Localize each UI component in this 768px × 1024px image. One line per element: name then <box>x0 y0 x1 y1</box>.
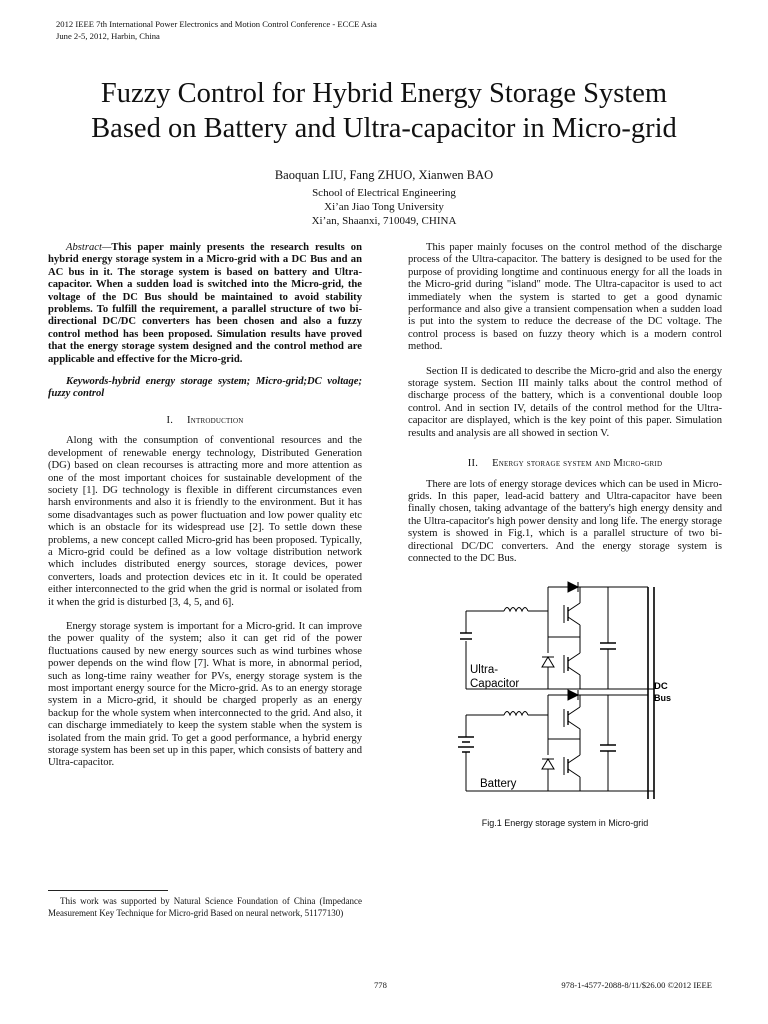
dc-bus-label-1: DC <box>654 681 668 693</box>
conference-header-line1: 2012 IEEE 7th International Power Electronics and Motion Control Conference - ECCE Asia <box>56 19 377 29</box>
affiliation-line: School of Electrical Engineering <box>312 187 456 199</box>
right-column <box>408 242 722 830</box>
abstract <box>48 242 362 366</box>
paper-title <box>0 76 768 146</box>
right-paragraph-2: Section II is dedicated to describe the Micro-grid and also the energy storage system. Section III mainly talks about the control method of discharge process of the battery, which is a conventional double loop control. And in section IV, details of the control method for the Ultra-capacitor are displayed, which is the key point of this paper. Simulation results and analysis are all showed in section V. <box>408 365 722 439</box>
abstract-label: Abstract— <box>66 242 112 253</box>
affiliation <box>0 186 768 228</box>
conference-header-line2: June 2-5, 2012, Harbin, China <box>56 31 160 41</box>
footnote-text: This work was supported by Natural Science Foundation of China (Impedance Measurement Key Technique for Micro-grid Based on neural network, 51177130) <box>48 896 362 918</box>
section-number: II. <box>467 458 479 470</box>
battery-label: Battery <box>480 778 517 791</box>
section-title: Introduction <box>187 414 244 426</box>
section-heading-energy-storage <box>408 458 722 470</box>
intro-paragraph-1: Along with the consumption of conventional resources and the development of renewable energy technology, Distributed Generation (DG) based on clean recourses is attracting more and more attention as one of the most important choices for sustainable development of the society [1]. DG technology is flexible in different circumstances even harsh environments and also it is friendly to the environment. But it has some disadvantages such as power fluctuation and low power quality etc which is an obstacle for its widespread use [2]. To settle down these problems, a new concept called Micro-grid has been proposed. Typically, a Micro-grid could be defined as a low voltage distribution network which includes distributed energy sources, storage devices, power converters, loads and protection devices etc in it. It could be operated either interconnected to the grid when the grid is normal or isolated from it when the grid is disturbed [3, 4, 5, and 6]. <box>48 435 362 608</box>
left-column <box>48 242 362 782</box>
abstract-text: This paper mainly presents the research results on hybrid energy storage system in a Micro-grid with a DC Bus and an AC bus in it. The storage system is based on battery and Ultra-capacitor. When a sudden load is switched into the Micro-grid, the voltage of the DC Bus should be maintained to avoid stability problems. To fulfill the requirement, a parallel structure of two bi-directional DC/DC converters has been chosen and also a fuzzy control method has been proposed. Simulation results have proved that the energy storage system designed and the control method are applicable and effective for the Micro-grid. <box>48 242 362 365</box>
ultra-capacitor-label-1: Ultra- <box>470 664 499 677</box>
section-title: Energy storage system and Micro-grid <box>492 458 663 470</box>
title-line-2: Based on Battery and Ultra-capacitor in Micro-grid <box>91 113 677 144</box>
footnote <box>48 896 362 919</box>
page-number: 778 <box>374 980 387 990</box>
section-heading-introduction <box>48 415 362 427</box>
right-paragraph-1: This paper mainly focuses on the control method of the discharge process of the Ultra-capacitor. The battery is designed to be used for the purpose of providing longtime and continuous energy for all the loads in the Micro-grid during "island" mode. The Ultra-capacitor is used to act immediately when the system is started to get a good dynamic performance and also give a transient compensation when a sudden load is put into the system to reduce the decrease of the DC voltage. The control process is based on fuzzy theory which is a modern control method. <box>408 242 722 353</box>
affiliation-line: Xi’an Jiao Tong University <box>324 201 444 213</box>
isbn-copyright: 978-1-4577-2088-8/11/$26.00 ©2012 IEEE <box>561 980 712 990</box>
section2-paragraph-1: There are lots of energy storage devices which can be used in Micro-grids. In this paper, lead-acid battery and Ultra-capacitor have been finally chosen, taking advantage of the battery's high energy density and the Ultra-capacitor's high power density and long life. The energy storage system is showed in Fig.1, which is a parallel structure of two bi-directional DC/DC converters. And the energy storage system is connected to the DC Bus. <box>408 478 722 564</box>
intro-paragraph-2: Energy storage system is important for a Micro-grid. It can improve the power quality of the system; also it can get rid of the power fluctuations caused by new energy sources such as wind turbines whose power depends on the wind flow [7]. What is more, in abnormal period, such as long-time rainy weather for PVs, energy storage system is the most important energy source for the Micro-grid. As to an energy storage system in a Micro-grid, it should be charged properly as an energy backup for the whole system when interconnected to the grid. And also, it can discharge immediately to keep the system stable when the system is isolated from the main grid. To get a good performance, a hybrid energy storage system has been set up in this paper, which consists of battery and Ultra-capacitor. <box>48 620 362 769</box>
figure-caption: Fig.1 Energy storage system in Micro-grid <box>481 818 649 829</box>
conference-header <box>56 18 377 42</box>
authors: Baoquan LIU, Fang ZHUO, Xianwen BAO <box>274 168 494 182</box>
figure-1-circuit <box>408 577 722 813</box>
title-line-1: Fuzzy Control for Hybrid Energy Storage System <box>100 78 668 109</box>
dc-bus-label-2: Bus <box>654 693 672 704</box>
footnote-divider <box>48 890 168 891</box>
affiliation-line: Xi’an, Shaanxi, 710049, CHINA <box>311 215 457 227</box>
ultra-capacitor-label-2: Capacitor <box>470 678 520 691</box>
section-number: I. <box>166 414 174 426</box>
circuit-diagram <box>408 577 722 813</box>
keywords: Keywords-hybrid energy storage system; Micro-grid;DC voltage; fuzzy control <box>48 376 362 400</box>
